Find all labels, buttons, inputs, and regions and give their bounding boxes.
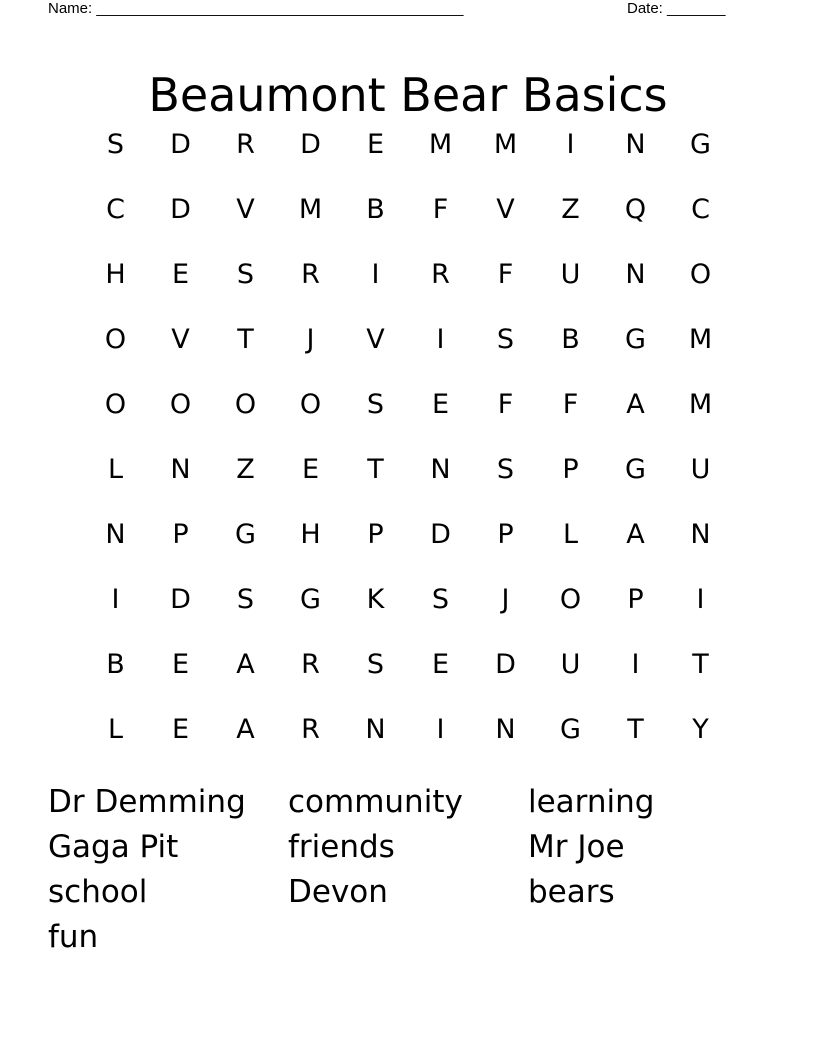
date-field xyxy=(627,0,725,17)
grid-cell: T xyxy=(237,324,254,355)
grid-cell: S xyxy=(106,129,125,160)
word-list-item: school xyxy=(48,874,148,910)
word-list-item: Mr Joe xyxy=(528,829,625,865)
grid-cell: H xyxy=(105,259,126,290)
grid-cell: E xyxy=(171,649,190,680)
grid-cell: D xyxy=(170,584,191,615)
grid-cell: E xyxy=(431,389,450,420)
grid-cell: R xyxy=(301,649,320,680)
grid-cell: U xyxy=(560,649,581,680)
word-list-item: Gaga Pit xyxy=(48,829,179,865)
grid-cell: S xyxy=(366,649,385,680)
grid-cell: S xyxy=(236,259,255,290)
grid-cell: I xyxy=(111,584,120,615)
grid-cell: G xyxy=(300,584,321,615)
word-list-item: fun xyxy=(48,919,99,955)
grid-cell: O xyxy=(169,389,192,420)
grid-cell: E xyxy=(301,454,320,485)
grid-cell: F xyxy=(432,194,449,225)
grid-cell: T xyxy=(367,454,384,485)
grid-cell: G xyxy=(560,714,581,745)
grid-cell: I xyxy=(371,259,380,290)
word-list xyxy=(48,780,768,960)
grid-cell: M xyxy=(688,324,713,355)
grid-cell: A xyxy=(236,714,255,745)
grid-cell: F xyxy=(497,389,514,420)
grid-cell: E xyxy=(171,259,190,290)
grid-cell: V xyxy=(496,194,515,225)
grid-cell: Y xyxy=(692,714,709,745)
grid-cell: R xyxy=(236,129,255,160)
grid-cell: N xyxy=(105,519,126,550)
grid-cell: I xyxy=(436,324,445,355)
word-list-item: bears xyxy=(528,874,615,910)
grid-cell: O xyxy=(559,584,582,615)
grid-cell: E xyxy=(431,649,450,680)
grid-cell: P xyxy=(627,584,644,615)
grid-cell: I xyxy=(436,714,445,745)
grid-cell: P xyxy=(562,454,579,485)
grid-cell: L xyxy=(107,714,124,745)
grid-cell: O xyxy=(104,389,127,420)
grid-cell: M xyxy=(298,194,323,225)
grid-cell: C xyxy=(106,194,125,225)
letter-grid xyxy=(83,112,733,762)
grid-cell: D xyxy=(430,519,451,550)
grid-cell: D xyxy=(300,129,321,160)
grid-cell: N xyxy=(170,454,191,485)
grid-cell: N xyxy=(625,259,646,290)
date-label: Date: xyxy=(627,0,663,17)
grid-cell: Z xyxy=(561,194,580,225)
grid-cell: N xyxy=(495,714,516,745)
grid-cell: I xyxy=(696,584,705,615)
grid-cell: H xyxy=(300,519,321,550)
grid-cell: N xyxy=(625,129,646,160)
grid-cell: I xyxy=(631,649,640,680)
grid-cell: R xyxy=(301,259,320,290)
grid-cell: O xyxy=(689,259,712,290)
grid-cell: S xyxy=(366,389,385,420)
grid-cell: T xyxy=(692,649,709,680)
grid-cell: A xyxy=(626,519,645,550)
grid-cell: A xyxy=(236,649,255,680)
grid-cell: M xyxy=(428,129,453,160)
grid-cell: N xyxy=(430,454,451,485)
page-title: Beaumont Bear Basics xyxy=(148,67,668,122)
grid-cell: M xyxy=(493,129,518,160)
grid-cell: V xyxy=(171,324,190,355)
grid-cell: L xyxy=(562,519,579,550)
grid-cell: C xyxy=(691,194,710,225)
grid-cell: M xyxy=(688,389,713,420)
word-list-item: Devon xyxy=(288,874,388,910)
name-blank: ____________________________________________ xyxy=(96,0,464,17)
grid-cell: N xyxy=(365,714,386,745)
grid-cell: R xyxy=(301,714,320,745)
grid-cell: B xyxy=(561,324,580,355)
grid-cell: O xyxy=(234,389,257,420)
grid-cell: S xyxy=(236,584,255,615)
word-list-item: community xyxy=(288,784,463,820)
grid-cell: Z xyxy=(236,454,255,485)
grid-cell: F xyxy=(497,259,514,290)
grid-cell: S xyxy=(496,324,515,355)
grid-cell: E xyxy=(366,129,385,160)
word-list-item: learning xyxy=(528,784,655,820)
grid-cell: P xyxy=(497,519,514,550)
grid-cell: Q xyxy=(624,194,647,225)
grid-cell: B xyxy=(106,649,125,680)
grid-cell: G xyxy=(690,129,711,160)
grid-cell: L xyxy=(107,454,124,485)
grid-cell: N xyxy=(690,519,711,550)
grid-cell: P xyxy=(367,519,384,550)
grid-cell: D xyxy=(170,129,191,160)
grid-cell: I xyxy=(566,129,575,160)
grid-cell: G xyxy=(235,519,256,550)
grid-cell: S xyxy=(431,584,450,615)
grid-cell: S xyxy=(496,454,515,485)
grid-cell: R xyxy=(431,259,450,290)
word-list-item: friends xyxy=(288,829,395,865)
grid-cell: F xyxy=(562,389,579,420)
grid-cell: B xyxy=(366,194,385,225)
grid-cell: O xyxy=(104,324,127,355)
word-list-item: Dr Demming xyxy=(48,784,246,820)
grid-cell: G xyxy=(625,454,646,485)
name-label: Name: xyxy=(48,0,93,17)
grid-cell: K xyxy=(366,584,385,615)
grid-cell: T xyxy=(627,714,644,745)
grid-cell: J xyxy=(306,324,315,355)
grid-cell: A xyxy=(626,389,645,420)
date-blank: _______ xyxy=(667,0,726,17)
header-line xyxy=(48,0,748,17)
grid-cell: D xyxy=(170,194,191,225)
grid-cell: V xyxy=(366,324,385,355)
grid-cell: U xyxy=(690,454,711,485)
grid-cell: J xyxy=(501,584,510,615)
grid-cell: P xyxy=(172,519,189,550)
grid-cell: E xyxy=(171,714,190,745)
grid-cell: G xyxy=(625,324,646,355)
grid-cell: V xyxy=(236,194,255,225)
grid-cell: O xyxy=(299,389,322,420)
grid-cell: D xyxy=(495,649,516,680)
grid-cell: U xyxy=(560,259,581,290)
